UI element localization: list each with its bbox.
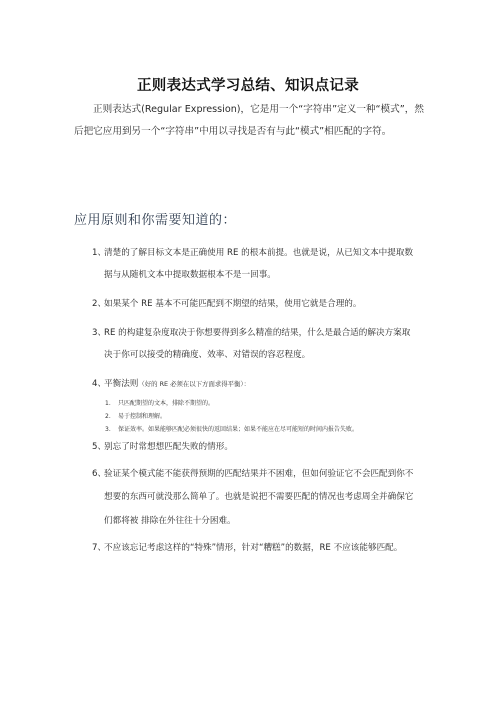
intro-paragraph: 正则表达式(Regular Expression)，它是用一个“字符串”定义一种“模式”，然后把它应用到另一个“字符串”中用以寻找是否有与此“模式”相匹配的字符。 — [74, 104, 424, 137]
list-item-4-number: 4、 — [92, 379, 107, 389]
list-item-6-text: 验证某个模式能不能获得预期的匹配结果并不困难，但如何验证它不会匹配到你不 — [104, 469, 414, 479]
list-item-6-line-3: 们都将被 排除在外往往十分困难。 — [104, 516, 236, 526]
list-item-5-number: 5、 — [92, 442, 107, 452]
list-item-1-line-1 — [92, 246, 413, 258]
sublist-item-3 — [105, 424, 358, 433]
list-item-5-text: 别忘了时常想想匹配失败的情形。 — [104, 442, 233, 452]
list-item-1-number: 1、 — [92, 248, 107, 258]
list-item-7-number: 7、 — [92, 543, 107, 553]
list-item-2-text: 如果某个 RE 基本不可能匹配到不期望的结果，使用它就是合理的。 — [104, 299, 362, 309]
sublist-item-2-number: 2. — [105, 413, 111, 420]
list-item-7-text: 不应该忘记考虑这样的“特殊”情形，针对“糟糕”的数据，RE 不应该能够匹配。 — [104, 543, 403, 553]
list-item-4-parenthetical: （好的 RE 必须在以下方面求得平衡）： — [138, 380, 250, 388]
list-item-6-line-2: 想要的东西可就没那么简单了。也就是说把不需要匹配的情况也考虑周全并确保它 — [104, 492, 414, 502]
list-item-3-line-1 — [92, 326, 410, 338]
document-title: 正则表达式学习总结、知识点记录 — [137, 78, 359, 94]
list-item-3-line-2: 决于你可以接受的精确度、效率、对错误的容忍程度。 — [104, 350, 311, 360]
sublist-item-1 — [105, 398, 214, 407]
list-item-1-text: 清楚的了解目标文本是正确使用 RE 的根本前提。也就是说，从已知文本中提取数 — [104, 248, 414, 258]
list-item-3-number: 3、 — [92, 328, 107, 338]
list-item-6-line-1 — [92, 467, 413, 479]
list-item-7-line-1 — [92, 541, 402, 553]
list-item-5-line-1 — [92, 440, 233, 452]
list-item-1-line-2: 据与从随机文本中提取数据根本不是一回事。 — [104, 270, 276, 280]
sublist-item-2 — [105, 411, 166, 420]
list-item-6-number: 6、 — [92, 469, 107, 479]
list-item-4-line-1 — [92, 377, 250, 389]
sublist-item-2-text: 易于控制和理解。 — [118, 413, 167, 420]
list-item-4-text: 平衡法则 — [104, 379, 139, 389]
sublist-item-3-text: 保证效率。如果能够匹配必须很快的返回结果；如果不能应在尽可能短的时间内报告失败。 — [118, 426, 359, 433]
list-item-2-number: 2、 — [92, 299, 107, 309]
sublist-item-1-number: 1. — [105, 400, 111, 407]
sublist-item-1-text: 只匹配期望的文本，排除不期望的。 — [118, 400, 215, 407]
sublist-item-3-number: 3. — [105, 426, 111, 433]
list-item-2-line-1 — [92, 297, 362, 309]
section-heading: 应用原则和你需要知道的： — [74, 213, 237, 228]
list-item-3-text: RE 的构建复杂度取决于你想要得到多么精准的结果，什么是最合适的解决方案取 — [104, 328, 411, 338]
